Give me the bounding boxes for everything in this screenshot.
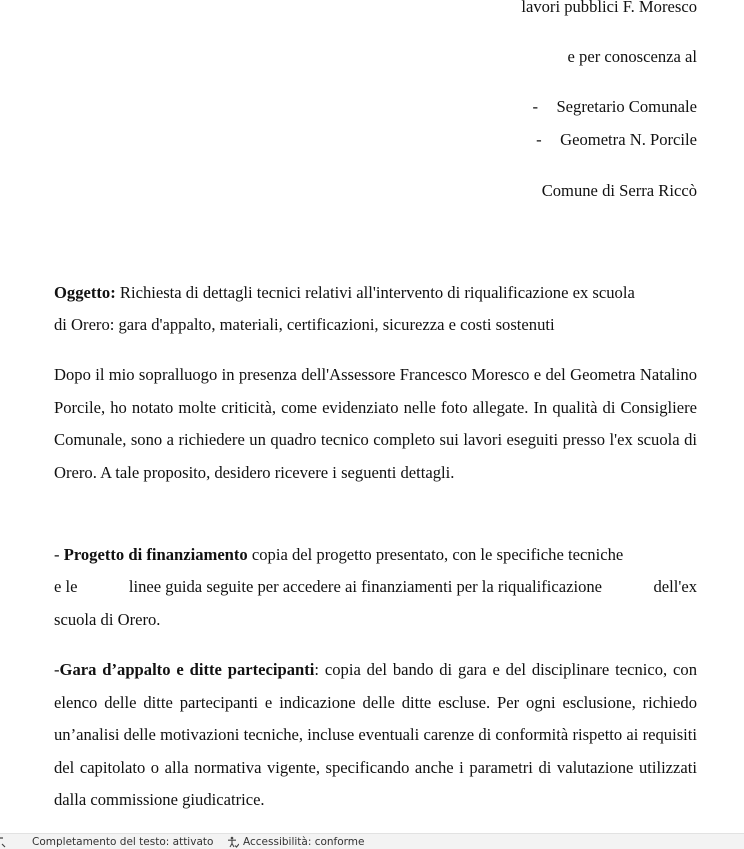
accessibility-status[interactable] xyxy=(227,836,365,848)
item1-line-2 xyxy=(54,577,697,597)
cc-dash: - xyxy=(536,130,542,149)
accessibility-label: Accessibilità: conforme xyxy=(243,836,365,848)
item1-line-3 xyxy=(54,610,697,630)
item1-dash: - xyxy=(54,545,60,564)
subject-label: Oggetto: xyxy=(54,283,116,302)
municipality: Comune di Serra Riccò xyxy=(541,181,697,200)
subject-line-2 xyxy=(54,315,697,335)
subject-text-1: Richiesta di dettagli tecnici relativi all'intervento di riqualificazione ex scuola xyxy=(119,283,635,302)
item1-word-b: linee guida seguite per accedere ai finanziamenti per la riqualificazione xyxy=(128,577,603,596)
item2-dash: - xyxy=(54,660,60,679)
item2-paragraph xyxy=(54,654,697,817)
subject-line-1 xyxy=(54,283,697,303)
addressee-line: lavori pubblici F. Moresco xyxy=(521,0,697,16)
item1-title: Progetto di finanziamento xyxy=(63,545,248,564)
item1-word-c: dell'ex xyxy=(653,577,697,596)
cc-item-segretario xyxy=(532,97,697,117)
item1-word-a: e le xyxy=(54,577,78,596)
cc-intro: e per conoscenza al xyxy=(567,47,697,66)
cc-dash: - xyxy=(532,97,538,116)
status-bar xyxy=(0,833,744,849)
text-completion-label: Completamento del testo: attivato xyxy=(32,836,214,848)
item1-line-1 xyxy=(54,545,697,565)
text-predictions-indicator[interactable] xyxy=(0,836,6,848)
cc-name: Geometra N. Porcile xyxy=(560,130,697,149)
cc-item-geometra xyxy=(536,130,697,150)
text-predictions-icon xyxy=(0,836,6,848)
item2-text: : copia del bando di gara e del disciplinare tecnico, con elenco delle ditte partecipanti e indicazione delle ditte escluse. Per ogni esclusione, richiedo un’analisi delle motivazioni tecniche, incluse eventuali carenze di conformità rispetto ai requisiti del capitolato o alla normativa vigente, specificando anche i parametri di valutazione utilizzati dalla commissione giudicatrice. xyxy=(54,660,697,809)
item1-text: copia del progetto presentato, con le specifiche tecniche xyxy=(251,545,624,564)
cc-name: Segretario Comunale xyxy=(556,97,697,116)
item1-line3: scuola di Orero. xyxy=(54,610,161,629)
intro-paragraph: Dopo il mio sopralluogo in presenza dell'Assessore Francesco Moresco e del Geometra Natalino Porcile, ho notato molte criticità, come evidenziato nelle foto allegate. In qualità di Consigliere Comunale, sono a richiedere un quadro tecnico completo sui lavori eseguiti presso l'ex scuola di Orero. A tale proposito, desidero ricevere i seguenti dettagli. xyxy=(54,365,697,482)
text-completion-status[interactable] xyxy=(32,836,213,848)
item2-title: Gara d’appalto e ditte partecipanti xyxy=(59,660,315,679)
accessibility-icon xyxy=(227,836,239,848)
subject-text-2: di Orero: gara d'appalto, materiali, certificazioni, sicurezza e costi sostenuti xyxy=(54,315,555,334)
